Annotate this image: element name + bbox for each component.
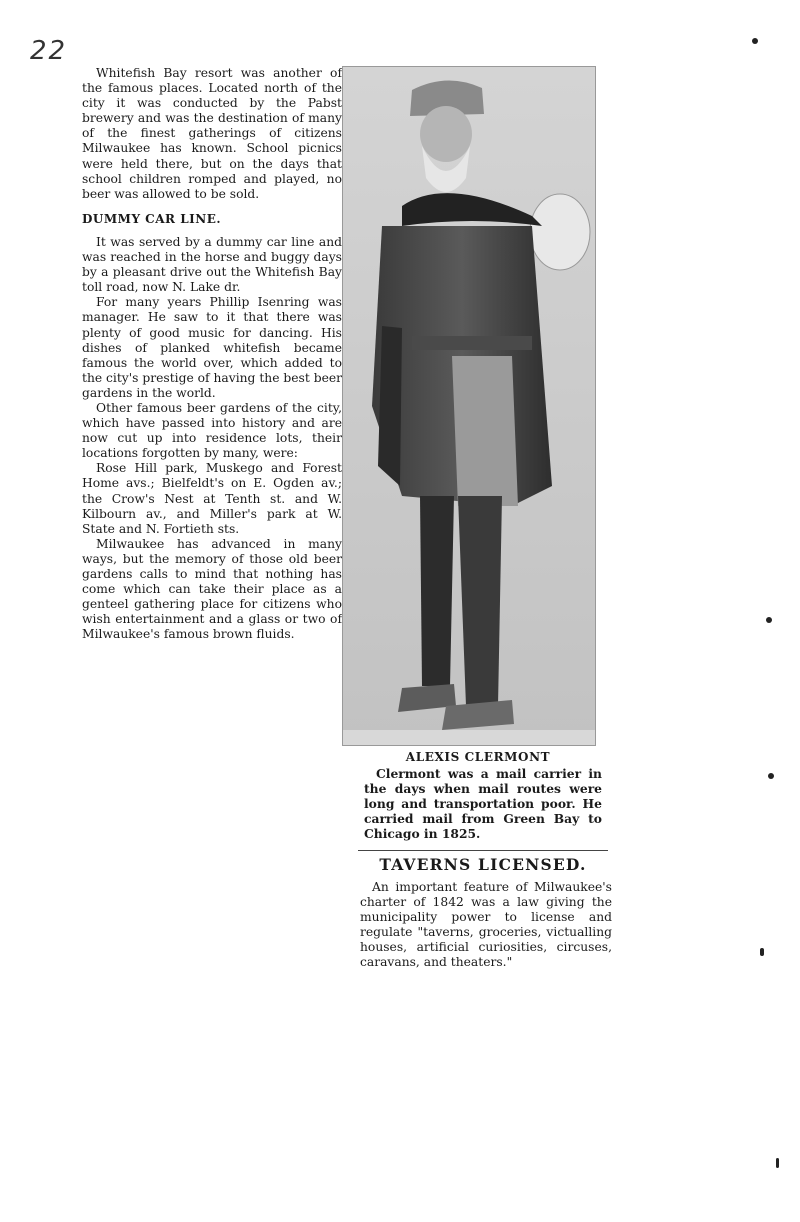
edge-mark — [752, 38, 758, 44]
paragraph: For many years Phillip Isenring was manager. He saw to it that there was plenty of good music for dancing. His dishes of planked whitefish became famous the world over, which added to the city's prestige of having the best beer gardens in the world. — [82, 295, 342, 400]
divider — [358, 850, 608, 851]
photo-caption-name: ALEXIS CLERMONT — [405, 750, 551, 764]
article-paragraph: An important feature of Milwaukee's charter of 1842 was a law giving the municipality power to license and regulate "taverns, groceries, victualling houses, artificial curiosities, circuses, caravans, and theaters." — [360, 880, 612, 970]
left-column — [82, 66, 342, 642]
portrait-photo — [342, 66, 596, 746]
edge-mark — [766, 617, 772, 623]
edge-mark — [776, 1158, 779, 1168]
paragraph: Rose Hill park, Muskego and Forest Home avs.; Bielfeldt's on E. Ogden av.; the Crow's Nest at Tenth st. and W. Kilbourn av., and Miller's park at W. State and N. Fortieth sts. — [82, 461, 342, 536]
paragraph: It was served by a dummy car line and was reached in the horse and buggy days by a pleasant drive out the Whitefish Bay toll road, now N. Lake dr. — [82, 234, 342, 295]
page-number: 22 — [30, 36, 68, 66]
article-body — [360, 880, 612, 971]
headline-taverns-licensed: TAVERNS LICENSED. — [379, 855, 587, 874]
paragraph: Milwaukee has advanced in many ways, but the memory of those old beer gardens calls to mind that nothing has come which can take their place as a genteel gathering place for citizens who wish entertainment and a glass or two of Milwaukee's famous brown fluids. — [82, 536, 342, 642]
caption-paragraph: Clermont was a mail carrier in the days when mail routes were long and transportation poor. He carried mail from Green Bay to Chicago in 1825. — [364, 766, 602, 842]
subheading-dummy-car-line: DUMMY CAR LINE. — [82, 211, 222, 226]
photo-caption — [364, 766, 602, 841]
edge-mark — [768, 773, 774, 779]
paragraph: Other famous beer gardens of the city, which have passed into history and are now cut up into residence lots, their locations forgotten by many, were: — [82, 400, 342, 461]
paragraph: Whitefish Bay resort was another of the famous places. Located north of the city it was conducted by the Pabst brewery and was the destination of many of the finest gatherings of citizens Milwaukee has known. School picnics were held there, but on the days that school children romped and played, no beer was allowed to be sold. — [82, 66, 342, 201]
edge-mark — [760, 948, 764, 956]
